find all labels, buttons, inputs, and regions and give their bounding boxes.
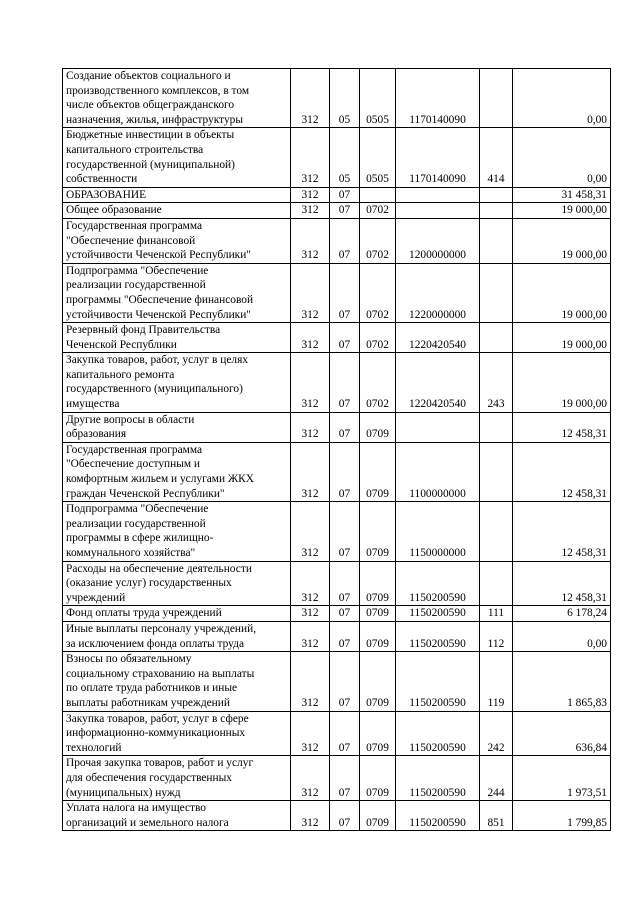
target-article-cell: 1220000000 bbox=[396, 263, 480, 322]
row-name-cell: Взносы по обязательному социальному страхованию на выплаты по оплате труда работников и иные выплаты работникам учреждений bbox=[63, 652, 291, 711]
amount-cell: 19 000,00 bbox=[513, 263, 611, 322]
row-name-cell: ОБРАЗОВАНИЕ bbox=[63, 187, 291, 203]
expense-type-cell bbox=[480, 502, 513, 561]
expense-type-cell bbox=[480, 187, 513, 203]
subsection-code-cell: 0709 bbox=[360, 412, 396, 442]
expense-type-cell bbox=[480, 412, 513, 442]
section-code-cell: 07 bbox=[330, 502, 360, 561]
target-article-cell: 1220420540 bbox=[396, 353, 480, 412]
table-row bbox=[63, 353, 611, 412]
subsection-code-cell: 0709 bbox=[360, 652, 396, 711]
section-code-cell: 05 bbox=[330, 69, 360, 128]
target-article-cell: 1220420540 bbox=[396, 323, 480, 353]
row-name-cell: Создание объектов социального и производственного комплексов, в том числе объектов общегражданского назначения, жилья, инфраструктуры bbox=[63, 69, 291, 128]
amount-cell: 12 458,31 bbox=[513, 502, 611, 561]
row-name-cell: Резервный фонд Правительства Чеченской Республики bbox=[63, 323, 291, 353]
section-code-cell: 07 bbox=[330, 652, 360, 711]
subsection-code-cell: 0709 bbox=[360, 621, 396, 651]
table-row bbox=[63, 203, 611, 219]
amount-cell: 6 178,24 bbox=[513, 606, 611, 622]
target-article-cell: 1200000000 bbox=[396, 218, 480, 263]
amount-cell: 0,00 bbox=[513, 128, 611, 187]
grbs-code-cell: 312 bbox=[291, 621, 330, 651]
table-row bbox=[63, 652, 611, 711]
row-name-cell: Прочая закупка товаров, работ и услуг для обеспечения государственных (муниципальных) нужд bbox=[63, 756, 291, 801]
section-code-cell: 07 bbox=[330, 756, 360, 801]
section-code-cell: 07 bbox=[330, 187, 360, 203]
row-name-cell: Общее образование bbox=[63, 203, 291, 219]
amount-cell: 636,84 bbox=[513, 711, 611, 756]
target-article-cell: 1150200590 bbox=[396, 561, 480, 606]
expense-type-cell bbox=[480, 203, 513, 219]
subsection-code-cell bbox=[360, 187, 396, 203]
row-name-cell: Расходы на обеспечение деятельности (оказание услуг) государственных учреждений bbox=[63, 561, 291, 606]
amount-cell: 12 458,31 bbox=[513, 442, 611, 501]
section-code-cell: 07 bbox=[330, 711, 360, 756]
subsection-code-cell: 0702 bbox=[360, 263, 396, 322]
table-row bbox=[63, 128, 611, 187]
row-name-cell: Другие вопросы в области образования bbox=[63, 412, 291, 442]
section-code-cell: 07 bbox=[330, 218, 360, 263]
row-name-cell: Закупка товаров, работ, услуг в сфере информационно-коммуникационных технологий bbox=[63, 711, 291, 756]
target-article-cell bbox=[396, 187, 480, 203]
amount-cell: 19 000,00 bbox=[513, 203, 611, 219]
expense-type-cell bbox=[480, 69, 513, 128]
grbs-code-cell: 312 bbox=[291, 187, 330, 203]
section-code-cell: 05 bbox=[330, 128, 360, 187]
expense-type-cell: 244 bbox=[480, 756, 513, 801]
subsection-code-cell: 0709 bbox=[360, 442, 396, 501]
amount-cell: 1 865,83 bbox=[513, 652, 611, 711]
subsection-code-cell: 0702 bbox=[360, 218, 396, 263]
table-row bbox=[63, 561, 611, 606]
expense-type-cell: 112 bbox=[480, 621, 513, 651]
table-row bbox=[63, 323, 611, 353]
amount-cell: 1 799,85 bbox=[513, 801, 611, 831]
table-row bbox=[63, 218, 611, 263]
expense-type-cell bbox=[480, 263, 513, 322]
expense-type-cell: 243 bbox=[480, 353, 513, 412]
row-name-cell: Подпрограмма "Обеспечение реализации государственной программы в сфере жилищно- коммунального хозяйства" bbox=[63, 502, 291, 561]
target-article-cell: 1150000000 bbox=[396, 502, 480, 561]
amount-cell: 19 000,00 bbox=[513, 323, 611, 353]
expense-type-cell: 111 bbox=[480, 606, 513, 622]
section-code-cell: 07 bbox=[330, 412, 360, 442]
table-row bbox=[63, 412, 611, 442]
row-name-cell: Уплата налога на имущество организаций и земельного налога bbox=[63, 801, 291, 831]
grbs-code-cell: 312 bbox=[291, 323, 330, 353]
amount-cell: 1 973,51 bbox=[513, 756, 611, 801]
grbs-code-cell: 312 bbox=[291, 218, 330, 263]
grbs-code-cell: 312 bbox=[291, 801, 330, 831]
table-row bbox=[63, 263, 611, 322]
table-row bbox=[63, 606, 611, 622]
target-article-cell: 1100000000 bbox=[396, 442, 480, 501]
section-code-cell: 07 bbox=[330, 442, 360, 501]
row-name-cell: Иные выплаты персоналу учреждений, за исключением фонда оплаты труда bbox=[63, 621, 291, 651]
row-name-cell: Закупка товаров, работ, услуг в целях капитального ремонта государственного (муниципального) имущества bbox=[63, 353, 291, 412]
section-code-cell: 07 bbox=[330, 353, 360, 412]
grbs-code-cell: 312 bbox=[291, 606, 330, 622]
section-code-cell: 07 bbox=[330, 606, 360, 622]
subsection-code-cell: 0709 bbox=[360, 502, 396, 561]
amount-cell: 0,00 bbox=[513, 69, 611, 128]
grbs-code-cell: 312 bbox=[291, 69, 330, 128]
expense-type-cell: 242 bbox=[480, 711, 513, 756]
target-article-cell: 1150200590 bbox=[396, 652, 480, 711]
target-article-cell bbox=[396, 203, 480, 219]
row-name-cell: Государственная программа "Обеспечение финансовой устойчивости Чеченской Республики" bbox=[63, 218, 291, 263]
target-article-cell bbox=[396, 412, 480, 442]
table-row bbox=[63, 621, 611, 651]
subsection-code-cell: 0709 bbox=[360, 606, 396, 622]
grbs-code-cell: 312 bbox=[291, 652, 330, 711]
amount-cell: 19 000,00 bbox=[513, 353, 611, 412]
row-name-cell: Бюджетные инвестиции в объекты капитального строительства государственной (муниципальной) собственности bbox=[63, 128, 291, 187]
grbs-code-cell: 312 bbox=[291, 561, 330, 606]
subsection-code-cell: 0709 bbox=[360, 561, 396, 606]
target-article-cell: 1150200590 bbox=[396, 621, 480, 651]
expense-type-cell bbox=[480, 323, 513, 353]
expense-type-cell bbox=[480, 561, 513, 606]
subsection-code-cell: 0709 bbox=[360, 801, 396, 831]
row-name-cell: Государственная программа "Обеспечение доступным и комфортным жильем и услугами ЖКХ граждан Чеченской Республики" bbox=[63, 442, 291, 501]
section-code-cell: 07 bbox=[330, 621, 360, 651]
section-code-cell: 07 bbox=[330, 263, 360, 322]
target-article-cell: 1150200590 bbox=[396, 801, 480, 831]
table-row bbox=[63, 801, 611, 831]
amount-cell: 31 458,31 bbox=[513, 187, 611, 203]
expense-type-cell bbox=[480, 218, 513, 263]
row-name-cell: Фонд оплаты труда учреждений bbox=[63, 606, 291, 622]
target-article-cell: 1150200590 bbox=[396, 606, 480, 622]
table-row bbox=[63, 711, 611, 756]
table-row bbox=[63, 502, 611, 561]
expense-type-cell: 119 bbox=[480, 652, 513, 711]
target-article-cell: 1170140090 bbox=[396, 69, 480, 128]
subsection-code-cell: 0709 bbox=[360, 711, 396, 756]
section-code-cell: 07 bbox=[330, 801, 360, 831]
subsection-code-cell: 0702 bbox=[360, 203, 396, 219]
section-code-cell: 07 bbox=[330, 561, 360, 606]
expense-type-cell: 851 bbox=[480, 801, 513, 831]
table-row bbox=[63, 69, 611, 128]
subsection-code-cell: 0702 bbox=[360, 323, 396, 353]
grbs-code-cell: 312 bbox=[291, 263, 330, 322]
table-body bbox=[63, 69, 611, 831]
target-article-cell: 1150200590 bbox=[396, 756, 480, 801]
budget-table bbox=[62, 68, 611, 831]
target-article-cell: 1150200590 bbox=[396, 711, 480, 756]
grbs-code-cell: 312 bbox=[291, 203, 330, 219]
subsection-code-cell: 0505 bbox=[360, 69, 396, 128]
amount-cell: 12 458,31 bbox=[513, 412, 611, 442]
subsection-code-cell: 0702 bbox=[360, 353, 396, 412]
row-name-cell: Подпрограмма "Обеспечение реализации государственной программы "Обеспечение финансовой устойчивости Чеченской Республики" bbox=[63, 263, 291, 322]
amount-cell: 19 000,00 bbox=[513, 218, 611, 263]
section-code-cell: 07 bbox=[330, 203, 360, 219]
subsection-code-cell: 0505 bbox=[360, 128, 396, 187]
section-code-cell: 07 bbox=[330, 323, 360, 353]
grbs-code-cell: 312 bbox=[291, 711, 330, 756]
table-row bbox=[63, 187, 611, 203]
amount-cell: 12 458,31 bbox=[513, 561, 611, 606]
table-row bbox=[63, 756, 611, 801]
expense-type-cell bbox=[480, 442, 513, 501]
table-row bbox=[63, 442, 611, 501]
grbs-code-cell: 312 bbox=[291, 442, 330, 501]
target-article-cell: 1170140090 bbox=[396, 128, 480, 187]
expense-type-cell: 414 bbox=[480, 128, 513, 187]
grbs-code-cell: 312 bbox=[291, 128, 330, 187]
amount-cell: 0,00 bbox=[513, 621, 611, 651]
grbs-code-cell: 312 bbox=[291, 353, 330, 412]
grbs-code-cell: 312 bbox=[291, 412, 330, 442]
grbs-code-cell: 312 bbox=[291, 502, 330, 561]
grbs-code-cell: 312 bbox=[291, 756, 330, 801]
subsection-code-cell: 0709 bbox=[360, 756, 396, 801]
